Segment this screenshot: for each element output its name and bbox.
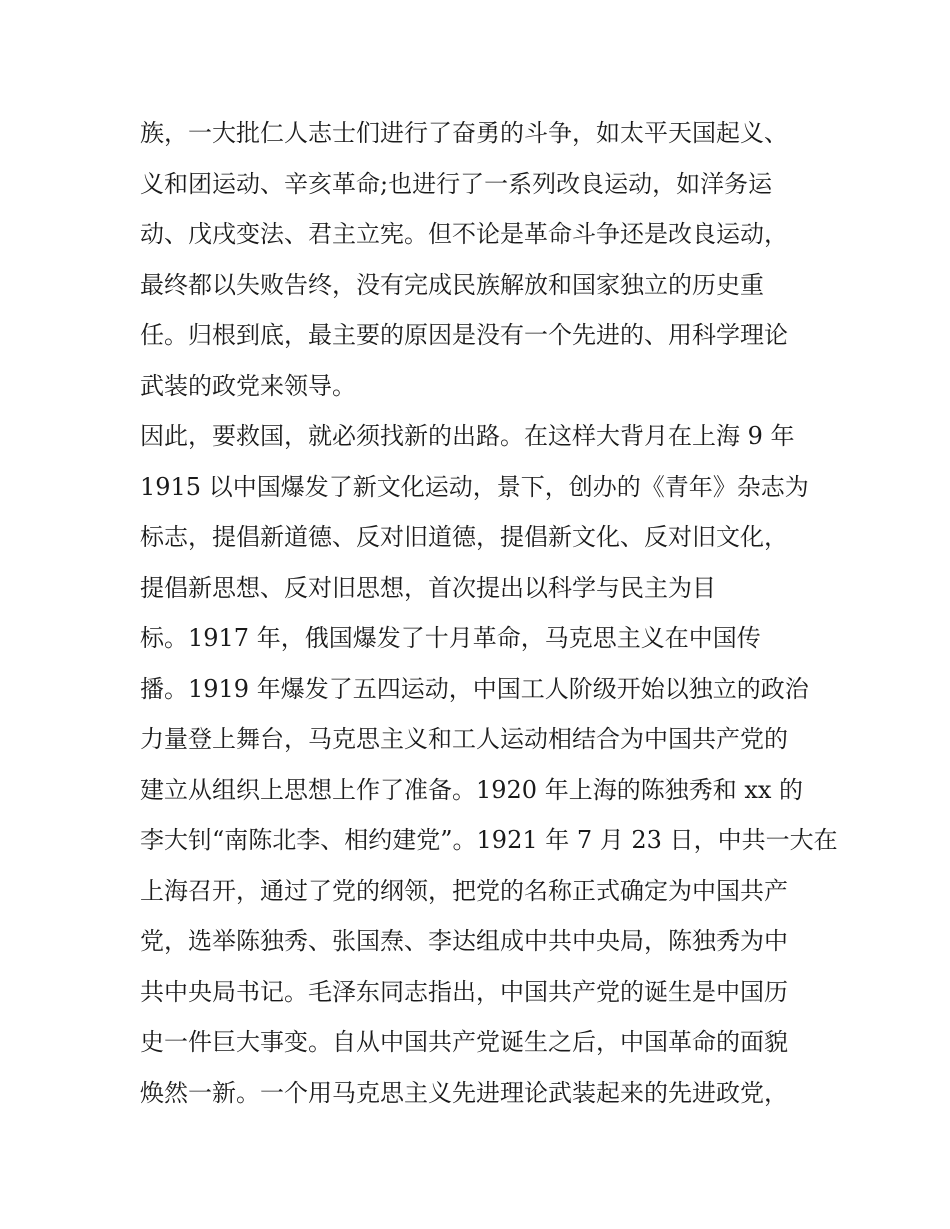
text-line: 力量登上舞台，马克思主义和工人运动相结合为中国共产党的 — [140, 725, 788, 753]
text-line: 共中央局书记。毛泽东同志指出，中国共产党的诞生是中国历 — [140, 977, 788, 1006]
text-line: 因此，要救国，就必须找新的出路。在这样大背月在上海 9 年 — [140, 422, 795, 450]
text-line: 提倡新思想、反对旧思想，首次提出以科学与民主为目 — [140, 573, 716, 602]
text-line: 义和团运动、辛亥革命;也进行了一系列改良运动，如洋务运 — [140, 169, 773, 198]
text-line: 李大钊“南陈北李、相约建党”。1921 年 7 月 23 日，中共一大在 — [140, 826, 838, 854]
text-line: 党，选举陈独秀、张国焘、李达组成中共中央局，陈独秀为中 — [140, 927, 788, 955]
text-line: 焕然一新。一个用马克思主义先进理论武装起来的先进政党， — [140, 1078, 788, 1107]
text-line: 任。归根到底，最主要的原因是没有一个先进的、用科学理论 — [140, 321, 788, 349]
text-line: 1915 以中国爆发了新文化运动，景下，创办的《青年》杂志为 — [140, 472, 809, 501]
text-line: 族，一大批仁人志士们进行了奋勇的斗争，如太平天国起义、 — [140, 119, 788, 147]
text-line: 上海召开，通过了党的纲领，把党的名称正式确定为中国共产 — [140, 876, 788, 905]
text-line: 武装的政党来领导。 — [140, 371, 356, 400]
body-text — [140, 108, 838, 1118]
text-line: 动、戊戌变法、君主立宪。但不论是革命斗争还是改良运动， — [140, 220, 788, 248]
text-line: 史一件巨大事变。自从中国共产党诞生之后，中国革命的面貌 — [140, 1028, 788, 1056]
text-line: 建立从组织上思想上作了准备。1920 年上海的陈独秀和 xx 的 — [140, 775, 804, 804]
text-line: 播。1919 年爆发了五四运动，中国工人阶级开始以独立的政治 — [140, 674, 809, 703]
text-line: 标志，提倡新道德、反对旧道德，提倡新文化、反对旧文化， — [140, 523, 788, 551]
text-line: 标。1917 年，俄国爆发了十月革命，马克思主义在中国传 — [140, 624, 761, 652]
text-line: 最终都以失败告终，没有完成民族解放和国家独立的历史重 — [140, 270, 764, 299]
